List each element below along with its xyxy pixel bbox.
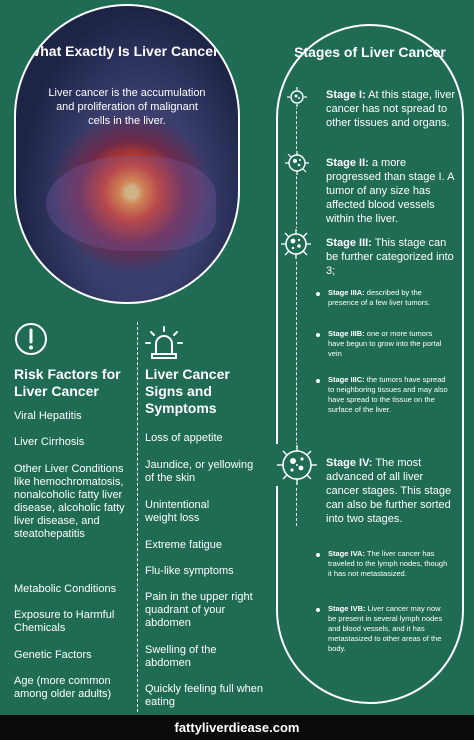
bullet [316,292,320,296]
alarm-siren-icon [145,326,183,360]
stage-4-text: Stage IV: The most advanced of all liver cancer stages. This stage can also be further sorted into two stages. [326,457,452,525]
cancer-cell-small-icon [286,86,308,108]
stage-3c-text: Stage IIIC: the tumors have spread to neighboring tissues and may also have spread to the tissue on the surface of the liver. [328,375,448,414]
stage-3-text: Stage III: This stage can be further categorized into 3; [326,237,454,277]
liver-hero-image [14,4,240,304]
liver-organ-shape [46,156,216,251]
stage-2-text: Stage II: a more progressed than stage I. A tumor of any size has affected blood vessels within the liver. [326,157,454,225]
list-item: Unintentional weight loss [145,499,210,524]
list-item: Genetic Factors [14,649,92,661]
bullet [316,379,320,383]
footer-site-link[interactable]: fattyliverdiease.com [0,715,474,740]
stages-panel [276,24,464,704]
stage-3a-text: Stage IIIA: described by the presence of a few liver tumors. [328,288,431,307]
stage-4a-text: Stage IVA: The liver cancer has traveled to the lymph nodes, though it has not metastasized. [328,549,448,578]
list-item: Pain in the upper right quadrant of your abdomen [145,591,253,629]
list-item: Quickly feeling full when eating [145,683,264,708]
list-item: Loss of appetite [145,432,223,444]
list-item: Age (more common among older adults) [14,675,112,700]
risk-factors-title: Risk Factors for Liver Cancer [14,366,121,399]
list-item: Other Liver Conditions like hemochromatosis, nonalcoholic fatty liver disease, alcoholic fatty liver disease, and steatohepatitis [14,463,125,540]
stage-3b-text: Stage IIIB: one or more tumors have begun to grow into the portal vein [328,329,442,358]
stage-1-text: Stage I: At this stage, liver cancer has not spread to other tissues and organs. [326,89,455,129]
cancer-cell-large-icon [280,228,312,260]
bullet [316,333,320,337]
cancer-cell-xlarge-icon [276,444,318,486]
hero-title: What Exactly Is Liver Cancer? [27,43,227,59]
bullet [316,553,320,557]
list-item: Flu-like symptoms [145,565,234,577]
list-item: Metabolic Conditions [14,583,117,595]
bullet [316,608,320,612]
list-item: Jaundice, or yellowing of the skin [145,459,254,484]
warning-icon [14,322,48,356]
list-item: Exposure to Harmful Chemicals [14,609,115,634]
stage-4b-text: Stage IVB: Liver cancer may now be present in several lymph nodes and blood vessels, and it has metastasized to other areas of the body. [328,604,443,653]
column-divider [137,322,138,712]
hero-description: Liver cancer is the accumulation and proliferation of malignant cells in the liver. [48,87,206,127]
list-item: Swelling of the abdomen [145,644,217,669]
cancer-cell-medium-icon [284,150,310,176]
list-item: Extreme fatigue [145,539,223,551]
stages-title: Stages of Liver Cancer [294,44,446,60]
list-item: Liver Cirrhosis [14,436,85,448]
signs-title: Liver Cancer Signs and Symptoms [145,366,230,416]
list-item: Viral Hepatitis [14,410,82,422]
